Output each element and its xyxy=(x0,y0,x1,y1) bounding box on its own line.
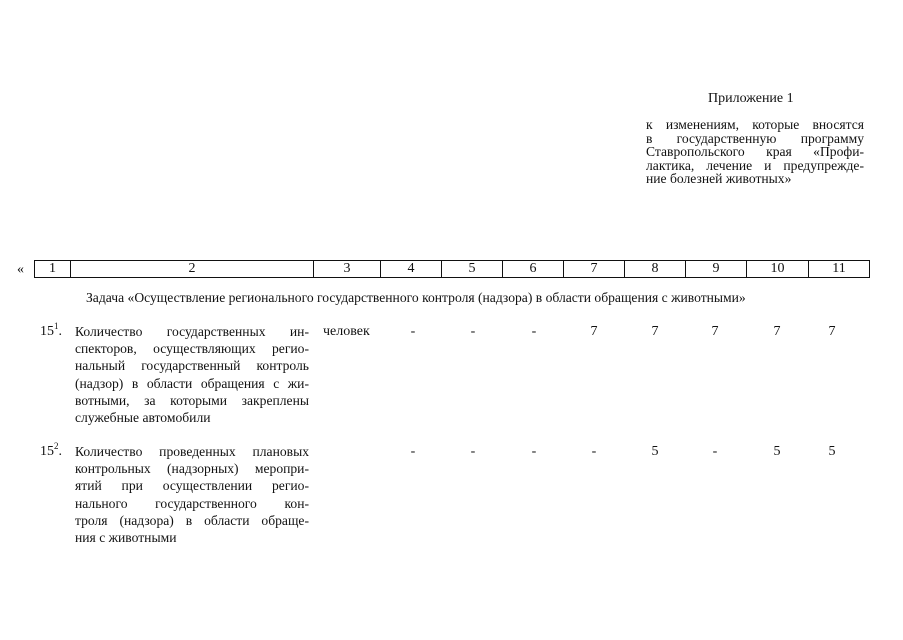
appendix-note-line: в государственную программу xyxy=(646,130,864,146)
column-number-cell: 8 xyxy=(625,261,686,278)
column-number-cell: 5 xyxy=(442,261,503,278)
row-description-line: Количество проведенных плановых xyxy=(75,444,309,459)
row-description-line: нального государственного кон- xyxy=(75,495,309,511)
column-number-cell: 3 xyxy=(314,261,381,278)
row-number-dot: . xyxy=(58,444,62,459)
row-description xyxy=(75,323,309,426)
row-unit: человек xyxy=(323,324,370,339)
row-description-line: Количество государственных ин- xyxy=(75,324,309,339)
row-description xyxy=(75,443,309,546)
row-description-line: троля (надзора) в области обраще- xyxy=(75,512,309,528)
appendix-note-line: к изменениям, которые вносятся xyxy=(646,117,864,132)
row-value-col11: 5 xyxy=(828,444,836,459)
appendix-note-line: ние болезней животных» xyxy=(646,171,792,186)
row-description-line: ятий при осуществлении регио- xyxy=(75,478,309,494)
row-value-col9: 7 xyxy=(711,324,719,339)
column-number-cell: 4 xyxy=(381,261,442,278)
appendix-note-line: лактика, лечение и предупрежде- xyxy=(646,157,864,173)
row-number-main: 15 xyxy=(40,444,54,459)
row-value-col7: 7 xyxy=(590,324,598,339)
row-value-col8: 7 xyxy=(651,324,659,339)
row-description-line: (надзор) в области обращения с жи- xyxy=(75,375,309,391)
row-description-line: нальный государственный контроль xyxy=(75,358,309,374)
row-description-line: спекторов, осуществляющих регио- xyxy=(75,341,309,357)
row-value-col4: - xyxy=(410,444,416,459)
row-value-col5: - xyxy=(470,324,476,339)
appendix-note-line: Ставропольского края «Профи- xyxy=(646,144,864,159)
row-value-col7: - xyxy=(591,444,597,459)
appendix-note xyxy=(646,118,864,186)
row-description-line: служебные автомобили xyxy=(75,410,211,426)
row-number xyxy=(40,443,62,460)
column-number-cell: 10 xyxy=(747,261,809,278)
appendix-title: Приложение 1 xyxy=(708,91,794,106)
row-number-superscript: 2 xyxy=(54,441,59,451)
column-number-cell: 7 xyxy=(564,261,625,278)
column-number-row xyxy=(35,261,870,278)
column-number-cell: 11 xyxy=(809,261,870,278)
row-value-col10: 5 xyxy=(773,444,781,459)
column-number-cell: 6 xyxy=(503,261,564,278)
row-number xyxy=(40,323,62,340)
column-number-cell: 2 xyxy=(71,261,314,278)
open-quote-mark: « xyxy=(17,262,24,277)
row-value-col9: - xyxy=(712,444,718,459)
task-heading: Задача «Осуществление регионального государственного контроля (надзора) в области обращения с животными» xyxy=(86,290,746,305)
row-number-main: 15 xyxy=(40,324,54,339)
row-description-line: контрольных (надзорных) меропри- xyxy=(75,461,309,477)
row-value-col10: 7 xyxy=(773,324,781,339)
column-number-cell: 9 xyxy=(686,261,747,278)
row-description-line: ния с животными xyxy=(75,530,177,546)
row-value-col6: - xyxy=(531,444,537,459)
column-number-table xyxy=(34,260,870,278)
row-value-col5: - xyxy=(470,444,476,459)
row-number-superscript: 1 xyxy=(54,321,59,331)
row-description-line: вотными, за которыми закреплены xyxy=(75,392,309,408)
column-number-cell: 1 xyxy=(35,261,71,278)
row-value-col8: 5 xyxy=(651,444,659,459)
row-value-col4: - xyxy=(410,324,416,339)
row-number-dot: . xyxy=(58,324,62,339)
row-value-col6: - xyxy=(531,324,537,339)
row-value-col11: 7 xyxy=(828,324,836,339)
